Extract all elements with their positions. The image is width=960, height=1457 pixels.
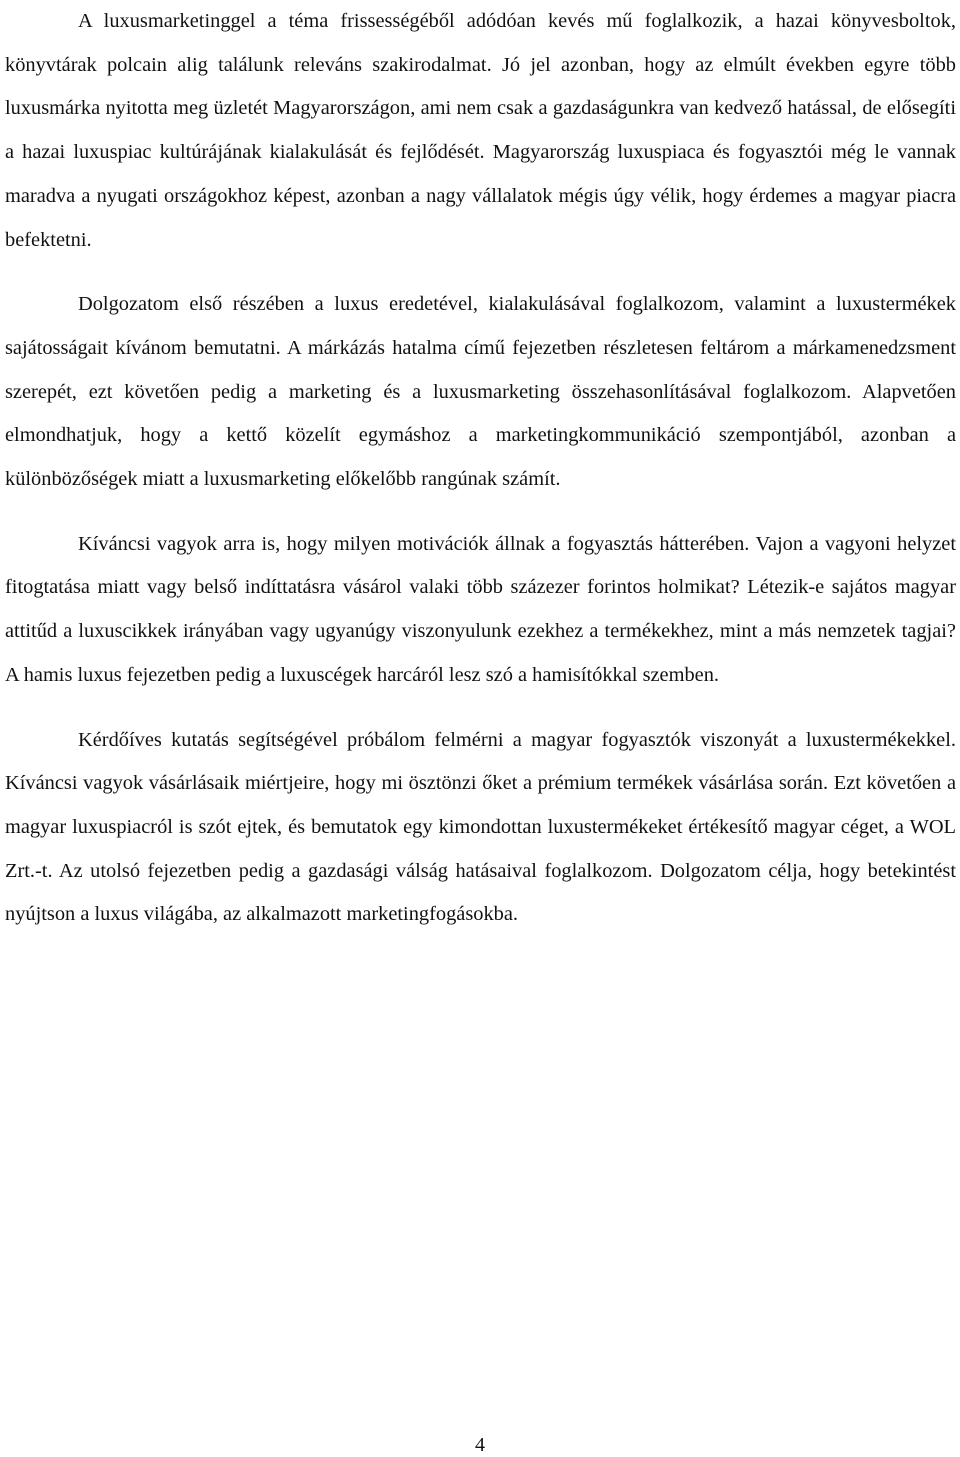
page-number: 4 [475, 1434, 485, 1456]
paragraph-4: Kérdőíves kutatás segítségével próbálom felmérni a magyar fogyasztók viszonyát a luxustermékekkel. Kíváncsi vagyok vásárlásaik miértjeire, hogy mi ösztönzi őket a prémium termékek vásárlása során. Ezt követően a magyar luxuspiacról is szót ejtek, és bemutatok egy kimondottan luxustermékeket értékesítő magyar céget, a WOL Zrt.-t. Az utolsó fejezetben pedig a gazdasági válság hatásaival foglalkozom. Dolgozatom célja, hogy betekintést nyújtson a luxus világába, az alkalmazott marketingfogásokba. [5, 728, 956, 926]
paragraph-2: Dolgozatom első részében a luxus eredetével, kialakulásával foglalkozom, valamint a luxustermékek sajátosságait kívánom bemutatni. A márkázás hatalma című fejezetben részletesen feltárom a márkamenedzsment szerepét, ezt követően pedig a marketing és a luxusmarketing összehasonlításával foglalkozom. Alapvetően elmondhatjuk, hogy a kettő közelít egymáshoz a marketingkommunikáció szempontjából, azonban a különbözőségek miatt a luxusmarketing előkelőbb rangúnak számít. [5, 293, 956, 491]
paragraph-1: A luxusmarketinggel a téma frissességéből adódóan kevés mű foglalkozik, a hazai könyvesboltok, könyvtárak polcain alig találunk releváns szakirodalmat. Jó jel azonban, hogy az elmúlt években egyre több luxusmárka nyitotta meg üzletét Magyarországon, ami nem csak a gazdaságunkra van kedvező hatással, de elősegíti a hazai luxuspiac kultúrájának kialakulását és fejlődését. Magyarország luxuspiaca és fogyasztói még le vannak maradva a nyugati országokhoz képest, azonban a nagy vállalatok mégis úgy vélik, hogy érdemes a magyar piacra befektetni. [5, 10, 956, 251]
paragraph-3: Kíváncsi vagyok arra is, hogy milyen motivációk állnak a fogyasztás hátterében. Vajon a vagyoni helyzet fitogtatása miatt vagy belső indíttatásra vásárol valaki több százezer forintos holmikat? Létezik-e sajátos magyar attitűd a luxuscikkek irányában vagy ugyanúgy viszonyulunk ezekhez a termékekhez, mint a más nemzetek tagjai? A hamis luxus fejezetben pedig a luxuscégek harcáról lesz szó a hamisítókkal szemben. [5, 532, 956, 686]
document-page [5, 0, 956, 937]
